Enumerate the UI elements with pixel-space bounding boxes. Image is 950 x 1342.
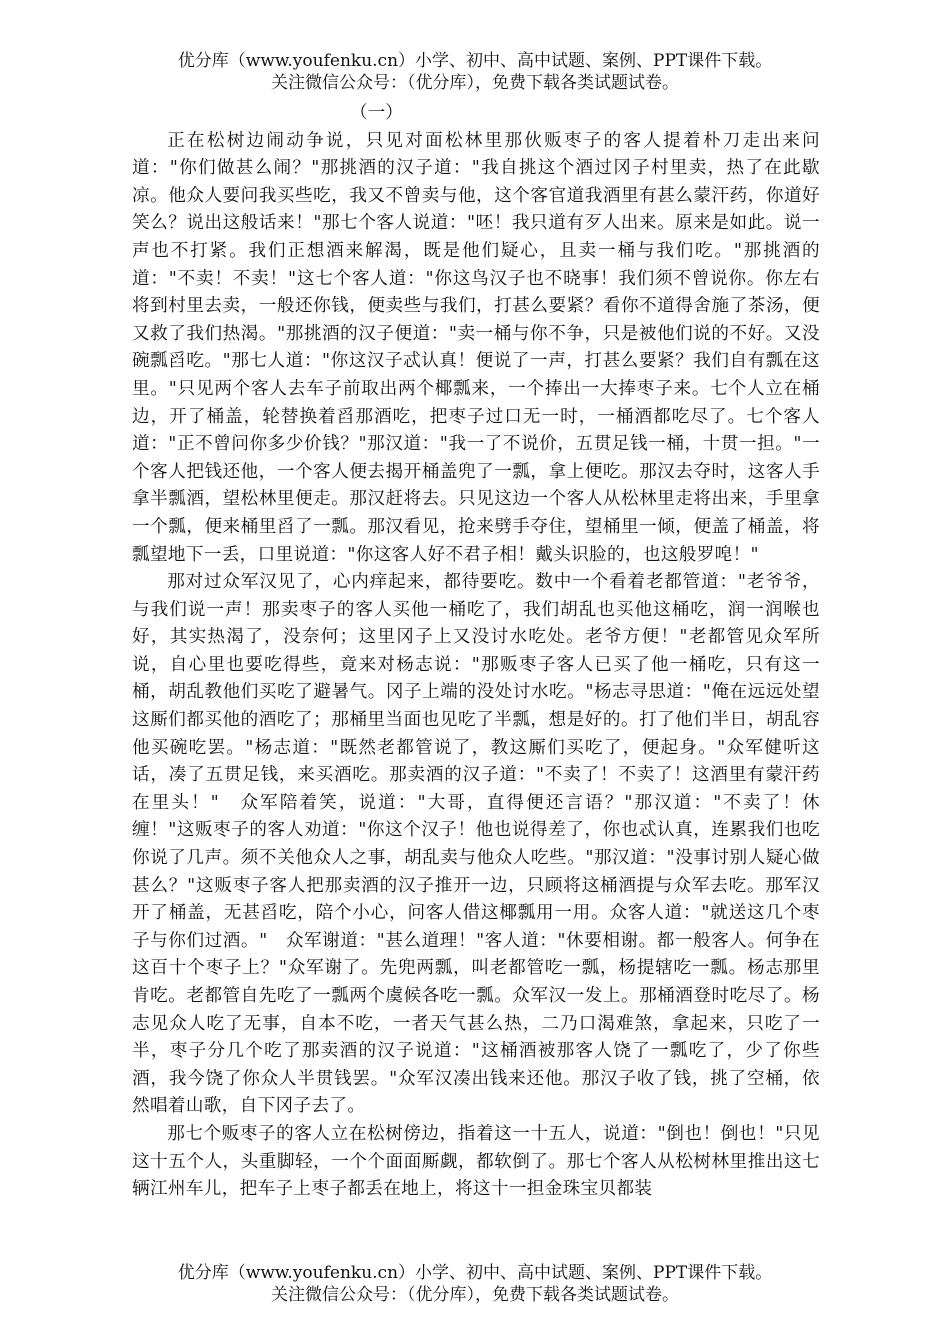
footer-line-1: 优分库（www.youfenku.cn）小学、初中、高中试题、案例、PPT课件下载。 bbox=[177, 1263, 773, 1283]
paragraph: 那七个贩枣子的客人立在松树傍边，指着这一十五人，说道："倒也！倒也！"只见这十五个人，头重脚轻，一个个面面厮觑，都软倒了。那七个客人从松树林里推出这七辆江州车儿，把车子上枣子都丢在地上，将这十一担金珠宝贝都装 bbox=[132, 1123, 820, 1200]
header-line-1: 优分库（www.youfenku.cn）小学、初中、高中试题、案例、PPT课件下载。 bbox=[177, 51, 773, 71]
paragraph: 正在松树边闹动争说，只见对面松林里那伙贩枣子的客人提着朴刀走出来问道："你们做甚么闹？"那挑酒的汉子道："我自挑这个酒过冈子村里卖，热了在此歇凉。他众人要问我买些吃，我又不曾卖与他，这个客官道我酒里有甚么蒙汗药，你道好笑么？说出这般话来！"那七个客人说道："呸！我只道有歹人出来。原来是如此。说一声也不打紧。我们正想酒来解渴，既是他们疑心，且卖一桶与我们吃。"那挑酒的道："不卖！不卖！"这七个客人道："你这鸟汉子也不晓事！我们须不曾说你。你左右将到村里去卖，一般还你钱，便卖些与我们，打甚么要紧？看你不道得舍施了茶汤，便又救了我们热渴。"那挑酒的汉子便道："卖一桶与你不争，只是被他们说的不好。又没碗瓢舀吃。"那七人道："你这汉子忒认真！便说了一声，打甚么要紧？我们自有瓢在这里。"只见两个客人去车子前取出两个椰瓢来，一个捧出一大捧枣子来。七个人立在桶边，开了桶盖，轮替换着舀那酒吃，把枣子过口无一时，一桶酒都吃尽了。七个客人道："正不曾问你多少价钱？"那汉道："我一了不说价，五贯足钱一桶，十贯一担。"一个客人把钱还他，一个客人便去揭开桶盖兜了一瓢，拿上便吃。那汉去夺时，这客人手拿半瓢酒，望松林里便走。那汉赶将去。只见这边一个客人从松林里走将出来，手里拿一个瓢，便来桶里舀了一瓢。那汉看见，抢来劈手夺住，望桶里一倾，便盖了桶盖，将瓢望地下一丢，口里说道："你这客人好不君子相！戴头识脸的，也这般罗唣！" bbox=[132, 130, 820, 565]
page-header bbox=[0, 50, 950, 94]
header-line-2: 关注微信公众号：（优分库），免费下载各类试题试卷。 bbox=[271, 73, 679, 93]
section-title: （一） bbox=[350, 103, 403, 123]
footer-line-2: 关注微信公众号：（优分库），免费下载各类试题试卷。 bbox=[271, 1285, 679, 1305]
paragraph: 那对过众军汉见了，心内痒起来，都待要吃。数中一个看着老都管道："老爷爷，与我们说一声！那卖枣子的客人买他一桶吃了，我们胡乱也买他这桶吃，润一润喉也好，其实热渴了，没奈何；这里冈子上又没讨水吃处。老爷方便！"老都管见众军所说，自心里也要吃得些，竟来对杨志说："那贩枣子客人已买了他一桶吃，只有这一桶，胡乱教他们买吃了避暑气。冈子上端的没处讨水吃。"杨志寻思道："俺在远远处望这厮们都买他的酒吃了；那桶里当面也见吃了半瓢，想是好的。打了他们半日，胡乱容他买碗吃罢。"杨志道："既然老都管说了，教这厮们买吃了，便起身。"众军健听这话，凑了五贯足钱，来买酒吃。那卖酒的汉子道："不卖了！不卖了！这酒里有蒙汗药在里头！" 众军陪着笑，说道："大哥，直得便还言语？"那汉道："不卖了！休缠！"这贩枣子的客人劝道："你这个汉子！他也说得差了，你也忒认真，连累我们也吃你说了几声。须不关他众人之事，胡乱卖与他众人吃些。"那汉道："没事讨别人疑心做甚么？"这贩枣子客人把那卖酒的汉子推开一边，只顾将这桶酒提与众军去吃。那军汉开了桶盖，无甚舀吃，陪个小心，问客人借这椰瓢用一用。众客人道："就送这几个枣子与你们过酒。" 众军谢道："甚么道理！"客人道："休要相谢。都一般客人。何争在这百十个枣子上？"众军谢了。先兜两瓢，叫老都管吃一瓢，杨提辖吃一瓢。杨志那里肯吃。老都管自先吃了一瓢两个虞候各吃一瓢。众军汉一发上。那桶酒登时吃尽了。杨志见众人吃了无事，自本不吃，一者天气甚么热，二乃口渴难煞，拿起来，只吃了一半，枣子分几个吃了那卖酒的汉子说道："这桶酒被那客人饶了一瓢吃了，少了你些酒，我今饶了你众人半贯钱罢。"众军汉凑出钱来还他。那汉子收了钱，挑了空桶，依然唱着山歌，自下冈子去了。 bbox=[132, 572, 820, 1117]
document-body bbox=[132, 100, 820, 1204]
page-footer bbox=[0, 1262, 950, 1306]
